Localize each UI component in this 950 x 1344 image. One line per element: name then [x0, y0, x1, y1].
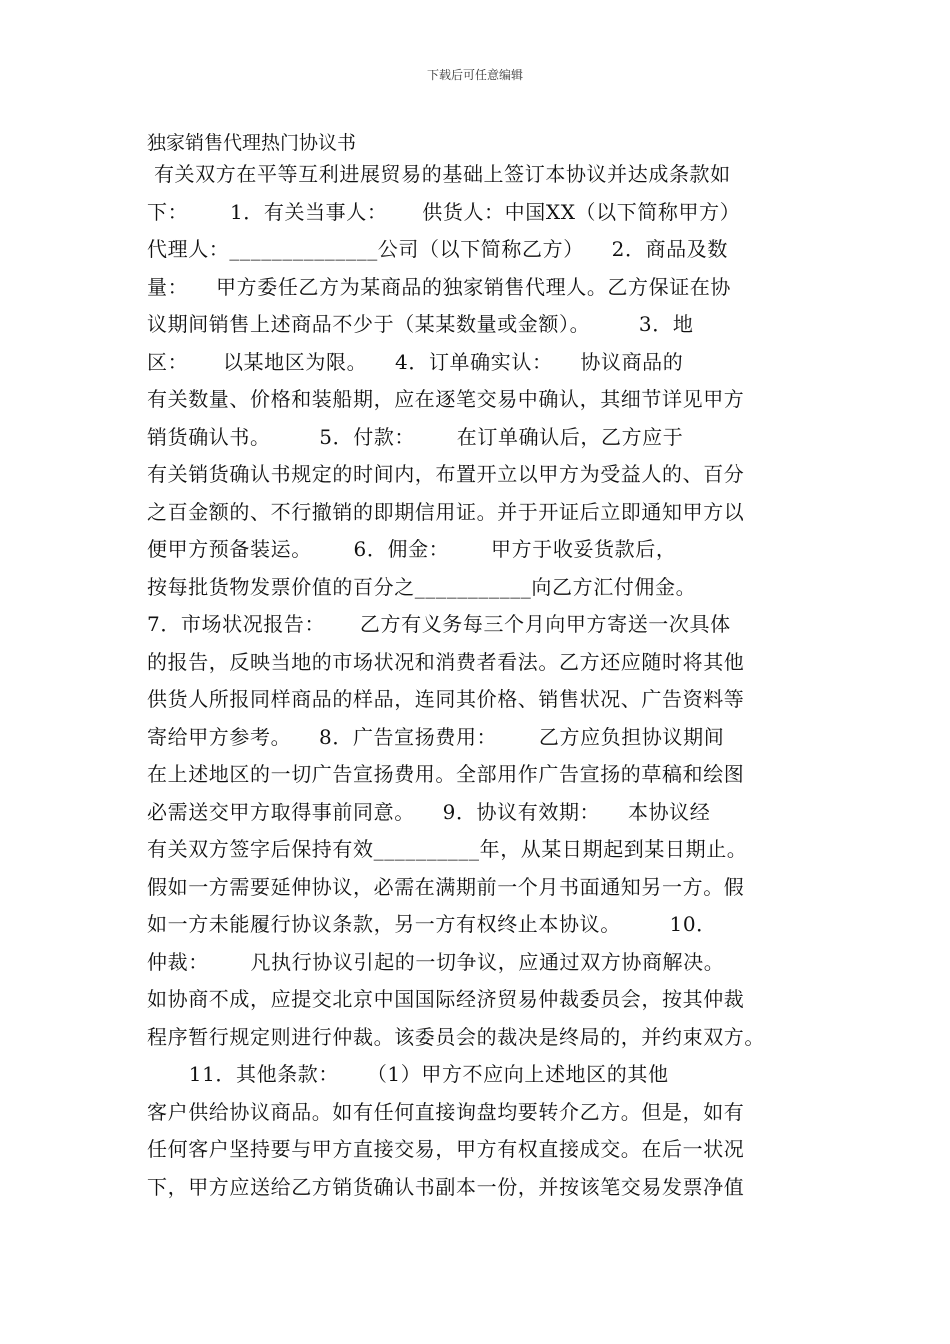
- body-line: 客户供给协议商品。如有任何直接询盘均要转介乙方。但是，如有: [147, 1099, 745, 1124]
- body-line: 如协商不成，应提交北京中国国际经济贸易仲裁委员会，按其仲裁: [147, 987, 745, 1011]
- body-line: 寄给甲方参考。 8．广告宣扬费用： 乙方应负担协议期间: [147, 724, 725, 749]
- body-line: 便甲方预备装运。 6．佣金： 甲方于收妥货款后，: [147, 537, 677, 561]
- body-line: 代理人：______________公司（以下简称乙方） 2．商品及数: [147, 237, 728, 261]
- body-line: 如一方未能履行协议条款，另一方有权终止本协议。 10．: [147, 912, 717, 936]
- body-line: 任何客户坚持要与甲方直接交易，甲方有权直接成交。在后一状况: [147, 1137, 745, 1161]
- page-header-note: 下载后可任意编辑: [426, 68, 523, 82]
- body-line: 程序暂行规定则进行仲裁。该委员会的裁决是终局的，并约束双方。: [147, 1024, 765, 1049]
- body-line: 有关数量、价格和装船期，应在逐笔交易中确认，其细节详见甲方: [147, 387, 745, 411]
- body-line: 下： 1．有关当事人： 供货人：中国XX（以下简称甲方）: [147, 199, 741, 224]
- body-line: 量： 甲方委任乙方为某商品的独家销售代理人。乙方保证在协: [147, 274, 732, 299]
- body-line: 7．市场状况报告： 乙方有义务每三个月向甲方寄送一次具体: [147, 612, 731, 636]
- body-line: 在上述地区的一切广告宣扬费用。全部用作广告宣扬的草稿和绘图: [147, 762, 745, 786]
- body-line: 有关销货确认书规定的时间内，布置开立以甲方为受益人的、百分: [147, 462, 745, 486]
- body-line: 有关双方在平等互利进展贸易的基础上签订本协议并达成条款如: [147, 162, 731, 186]
- body-line: 按每批货物发票价值的百分之___________向乙方汇付佣金。: [147, 574, 697, 599]
- document-title: 独家销售代理热门协议书: [147, 132, 357, 154]
- body-line: 的报告，反映当地的市场状况和消费者看法。乙方还应随时将其他: [147, 649, 745, 674]
- body-line: 必需送交甲方取得事前同意。 9．协议有效期： 本协议经: [147, 799, 711, 824]
- body-line: 销货确认书。 5．付款： 在订单确认后，乙方应于: [147, 424, 684, 449]
- body-line: 区： 以某地区为限。 4．订单确实认： 协议商品的: [147, 349, 684, 374]
- body-line: 11．其他条款： （1）甲方不应向上述地区的其他: [147, 1062, 669, 1086]
- body-line: 有关双方签字后保持有效__________年，从某日期起到某日期止。: [147, 837, 748, 861]
- agreement-body: [147, 156, 807, 1206]
- body-line: 下，甲方应送给乙方销货确认书副本一份，并按该笔交易发票净值: [147, 1174, 745, 1199]
- body-line: 议期间销售上述商品不少于（某某数量或金额）。 3．地: [147, 312, 694, 336]
- body-line: 之百金额的、不行撤销的即期信用证。并于开证后立即通知甲方以: [147, 499, 745, 524]
- body-line: 仲裁： 凡执行协议引起的一切争议，应通过双方协商解决。: [147, 949, 725, 974]
- body-line: 假如一方需要延伸协议，必需在满期前一个月书面通知另一方。假: [147, 874, 745, 899]
- body-line: 供货人所报同样商品的样品，连同其价格、销售状况、广告资料等: [147, 687, 745, 711]
